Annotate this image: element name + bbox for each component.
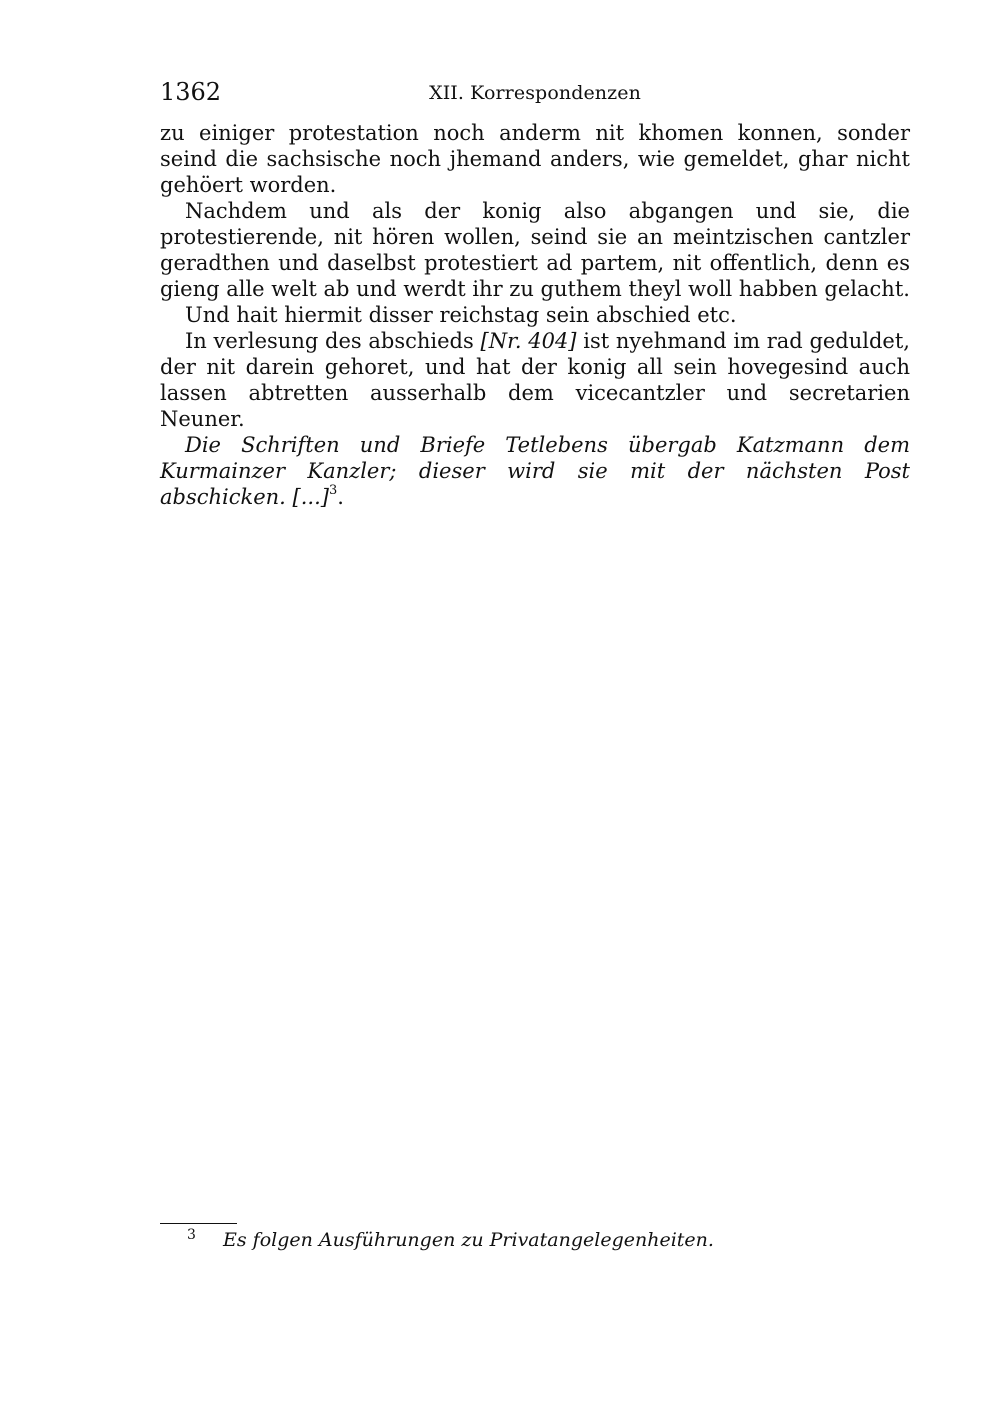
page-header [160,78,910,108]
paragraph-1: zu einiger protestation noch anderm nit khomen konnen, sonder seind die sachsische noch jhemand anders, wie gemeldet, ghar nicht gehöert worden. [160,121,910,197]
footnote-separator [160,1223,237,1224]
paragraph-4-text-before-reference: In verlesung des abschieds [185,329,481,353]
main-text [160,120,910,510]
paragraph-4-text-after-reference: ist nyehmand im rad geduldet, der nit darein gehoret, und hat der konig all sein hovegesind auch lassen abtretten ausserhalb dem vicecantzler und secretarien Neuner. [160,329,910,431]
paragraph-4 [160,328,910,432]
document-reference: [Nr. 404] [480,329,577,353]
paragraph-2: Nachdem und als der konig also abgangen und sie, die protestierende, nit hören wollen, seind sie an meintzischen cantzler geradthen und daselbst protestiert ad partem, nit offentlich, denn es gieng alle welt ab und werdt ihr zu guthem theyl woll habben gelacht. [160,199,910,301]
editorial-summary: Die Schriften und Briefe Tetlebens übergab Katzmann dem Kurmainzer Kanzler; dieser wird sie mit der nächsten Post abschicken. [...] [160,433,910,509]
footnote-text: Es folgen Ausführungen zu Privatangelegenheiten. [223,1229,714,1251]
paragraph-5 [160,432,910,510]
paragraph-3: Und hait hiermit disser reichstag sein abschied etc. [185,303,737,327]
footnote-marker: 3 [187,1227,196,1243]
footnote-reference-marker: 3 [328,483,338,498]
page-number: 1362 [160,78,222,106]
paragraph-5-period: . [337,485,344,509]
running-title: XII. Korrespondenzen [429,82,641,104]
